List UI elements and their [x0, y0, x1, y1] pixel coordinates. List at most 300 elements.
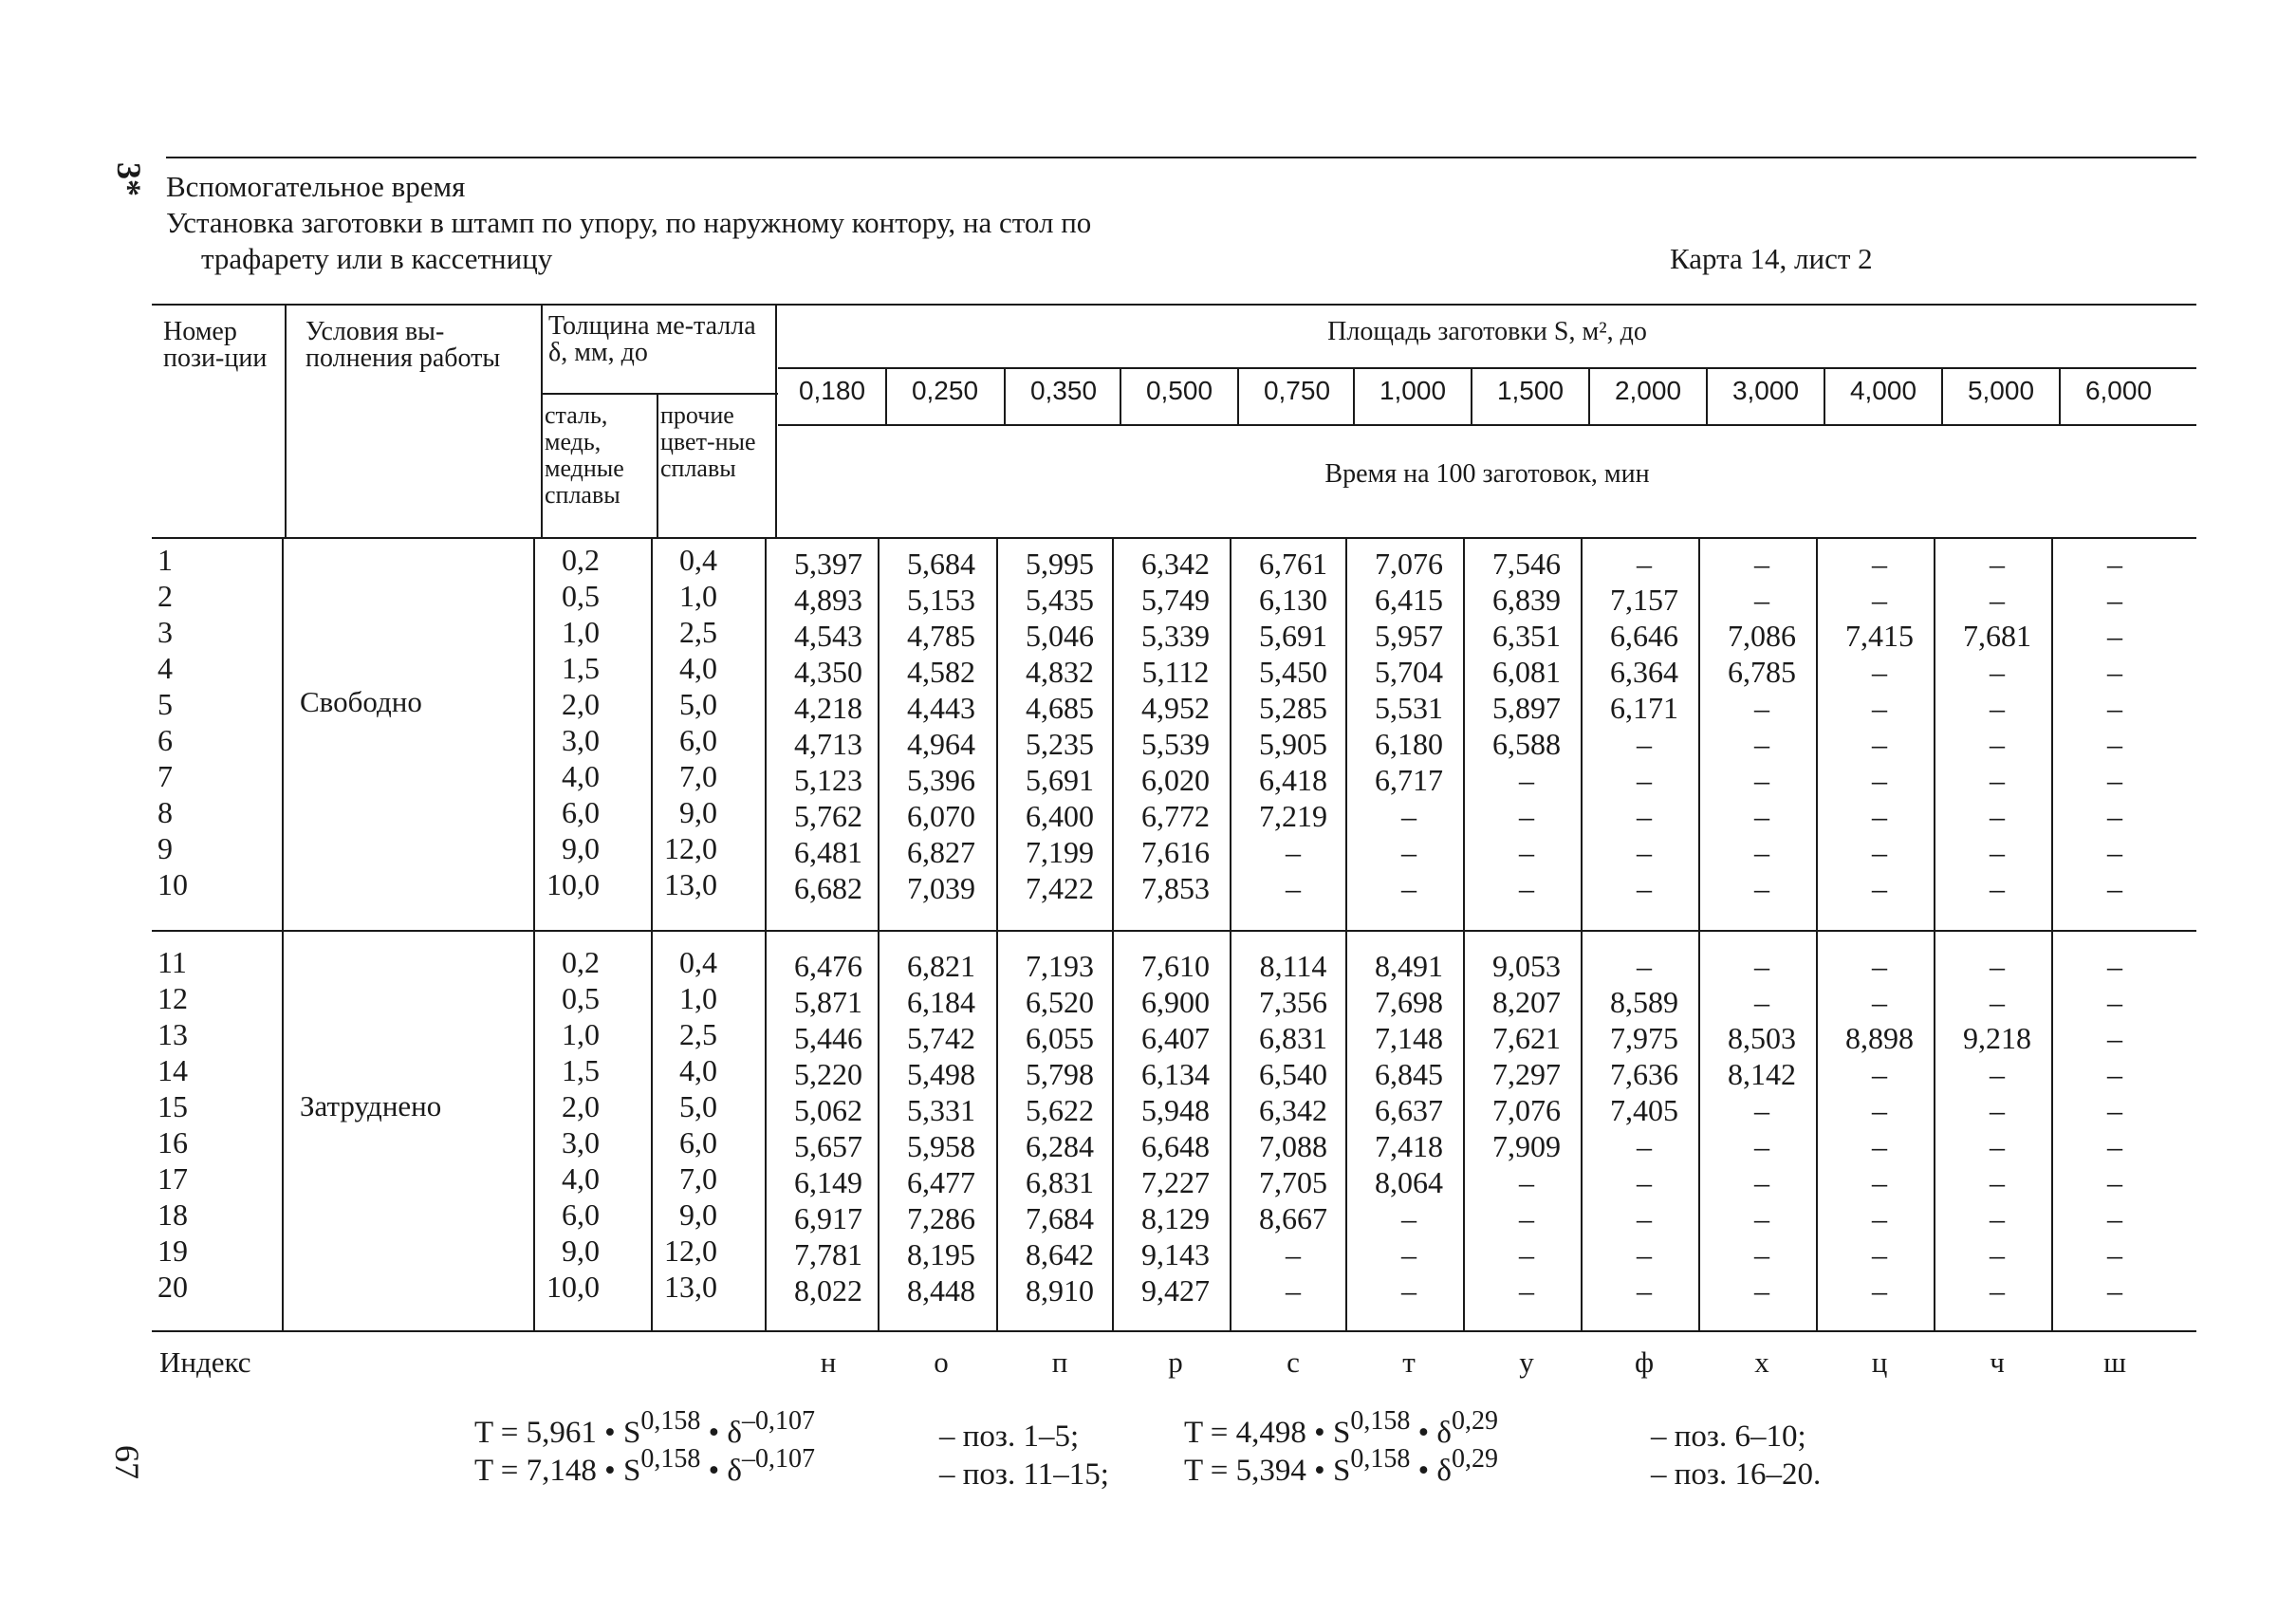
position-number: 13	[157, 1017, 188, 1051]
position-number: 14	[157, 1053, 188, 1087]
time-value: 6,055	[1026, 1021, 1094, 1055]
time-value: 5,958	[907, 1129, 975, 1163]
time-value: 5,762	[794, 799, 862, 833]
time-value: –	[1286, 1237, 1301, 1271]
table-bottom-rule	[152, 1330, 2196, 1332]
index-letter: ц	[1871, 1345, 1888, 1379]
position-number: 5	[157, 687, 173, 721]
hdr-vline-3	[657, 393, 658, 537]
thickness-steel: 4,0	[562, 1161, 600, 1196]
time-value: 6,717	[1375, 763, 1443, 797]
time-value: –	[1754, 547, 1769, 581]
top-rule	[166, 157, 2196, 158]
header-pos: Номер пози-ции	[163, 317, 268, 373]
side-mark: 3*	[110, 162, 148, 196]
time-value: 4,350	[794, 655, 862, 689]
time-value: –	[1286, 835, 1301, 869]
time-value: 8,129	[1141, 1201, 1210, 1235]
time-value: 9,427	[1141, 1273, 1210, 1308]
area-value: 2,000	[1614, 376, 1682, 405]
time-value: 7,909	[1492, 1129, 1561, 1163]
time-value: –	[1990, 1057, 2005, 1091]
time-value: 8,195	[907, 1237, 975, 1271]
thickness-other: 13,0	[664, 867, 717, 901]
time-value: –	[1990, 763, 2005, 797]
time-value: –	[1872, 985, 1887, 1019]
time-value: 8,448	[907, 1273, 975, 1308]
time-value: 7,610	[1141, 949, 1210, 983]
body-vline-other	[651, 537, 653, 1330]
position-number: 19	[157, 1234, 188, 1268]
time-value: –	[2107, 1057, 2122, 1091]
time-value: 6,821	[907, 949, 975, 983]
time-value: 5,871	[794, 985, 862, 1019]
time-value: –	[1990, 1273, 2005, 1308]
time-value: 6,588	[1492, 727, 1561, 761]
time-value: 6,520	[1026, 985, 1094, 1019]
time-value: –	[1754, 799, 1769, 833]
time-value: –	[1754, 691, 1769, 725]
time-value: 5,498	[907, 1057, 975, 1091]
header-other: прочие цвет-ные сплавы	[660, 401, 756, 482]
time-value: –	[1754, 949, 1769, 983]
time-value: –	[2107, 619, 2122, 653]
time-value: 7,616	[1141, 835, 1210, 869]
time-value: –	[1872, 763, 1887, 797]
index-letter: р	[1168, 1345, 1183, 1379]
formula-4-e2: 0,29	[1451, 1444, 1498, 1474]
time-value: –	[1401, 799, 1416, 833]
thickness-other: 13,0	[664, 1270, 717, 1304]
time-value: 7,076	[1492, 1093, 1561, 1127]
time-value: 6,364	[1610, 655, 1678, 689]
thickness-steel: 0,5	[562, 981, 600, 1015]
time-value: 4,582	[907, 655, 975, 689]
index-letter: ш	[2103, 1345, 2126, 1379]
area-separator	[1941, 367, 1943, 424]
time-value: –	[1754, 763, 1769, 797]
time-value: 7,297	[1492, 1057, 1561, 1091]
formula-4	[1184, 1444, 1498, 1489]
time-value: –	[1872, 583, 1887, 617]
area-separator	[2059, 367, 2061, 424]
time-value: –	[1872, 1057, 1887, 1091]
time-value: 7,705	[1259, 1165, 1327, 1199]
time-value: 7,356	[1259, 985, 1327, 1019]
area-separator	[1237, 367, 1239, 424]
time-value: 7,286	[907, 1201, 975, 1235]
time-value: –	[1519, 1201, 1534, 1235]
thickness-other: 2,5	[679, 1017, 717, 1051]
time-value: –	[1401, 871, 1416, 905]
condition-free: Свободно	[300, 685, 422, 718]
time-value: 6,540	[1259, 1057, 1327, 1091]
time-value: 6,845	[1375, 1057, 1443, 1091]
time-value: –	[1519, 763, 1534, 797]
time-value: –	[1401, 1201, 1416, 1235]
time-value: 9,218	[1963, 1021, 2031, 1055]
time-value: –	[2107, 691, 2122, 725]
time-value: 6,839	[1492, 583, 1561, 617]
time-value: 5,397	[794, 547, 862, 581]
time-value: –	[2107, 727, 2122, 761]
area-value: 6,000	[2084, 376, 2153, 405]
time-value: –	[2107, 1273, 2122, 1308]
thickness-steel: 9,0	[562, 1234, 600, 1268]
area-value: 0,180	[798, 376, 866, 405]
index-letter: х	[1754, 1345, 1769, 1379]
time-value: –	[1990, 583, 2005, 617]
time-value: –	[1990, 547, 2005, 581]
area-value: 1,000	[1379, 376, 1447, 405]
time-value: –	[2107, 1093, 2122, 1127]
position-number: 12	[157, 981, 188, 1015]
index-letter: т	[1402, 1345, 1416, 1379]
time-value: –	[1872, 727, 1887, 761]
formula-3-pos: – поз. 6–10;	[1651, 1419, 1806, 1454]
page-number: 67	[108, 1445, 146, 1479]
time-value: –	[1872, 835, 1887, 869]
time-value: 8,207	[1492, 985, 1561, 1019]
time-value: 5,396	[907, 763, 975, 797]
area-separator	[1120, 367, 1121, 424]
time-value: 5,622	[1026, 1093, 1094, 1127]
time-value: 4,785	[907, 619, 975, 653]
thickness-steel: 10,0	[546, 1270, 600, 1304]
thickness-steel: 10,0	[546, 867, 600, 901]
index-letter: ч	[1990, 1345, 2005, 1379]
time-value: –	[1637, 835, 1652, 869]
time-value: –	[1990, 1093, 2005, 1127]
time-value: –	[1637, 871, 1652, 905]
time-value: –	[1872, 1165, 1887, 1199]
header-top-rule	[152, 304, 2196, 306]
time-value: –	[1637, 799, 1652, 833]
body-vline-data	[765, 537, 767, 1330]
time-value: –	[1754, 1237, 1769, 1271]
time-value: 5,235	[1026, 727, 1094, 761]
formula-2-e1: 0,158	[640, 1444, 701, 1474]
time-value: –	[1872, 871, 1887, 905]
time-value: 5,657	[794, 1129, 862, 1163]
time-value: –	[1637, 547, 1652, 581]
time-value: 6,481	[794, 835, 862, 869]
time-value: 6,827	[907, 835, 975, 869]
time-value: –	[1637, 1237, 1652, 1271]
area-row-bottom	[778, 424, 2196, 426]
time-value: 6,130	[1259, 583, 1327, 617]
time-value: –	[1754, 1093, 1769, 1127]
time-value: 8,589	[1610, 985, 1678, 1019]
subtitle-line1: Установка заготовки в штамп по упору, по наружному контору, на стол по	[166, 206, 1092, 239]
area-separator	[1471, 367, 1472, 424]
time-value: 4,832	[1026, 655, 1094, 689]
position-number: 8	[157, 795, 173, 829]
position-number: 10	[157, 867, 188, 901]
time-value: 7,415	[1845, 619, 1914, 653]
time-value: –	[1754, 985, 1769, 1019]
time-value: 8,114	[1259, 949, 1327, 983]
time-value: –	[1872, 1093, 1887, 1127]
area-separator	[1706, 367, 1708, 424]
time-value: –	[1519, 1273, 1534, 1308]
position-number: 7	[157, 759, 173, 793]
time-value: 7,219	[1259, 799, 1327, 833]
time-value: 5,798	[1026, 1057, 1094, 1091]
area-value: 4,000	[1849, 376, 1917, 405]
time-value: –	[1519, 1165, 1534, 1199]
time-value: 6,637	[1375, 1093, 1443, 1127]
time-value: –	[1990, 949, 2005, 983]
formula-1-t: T = 5,961 • S	[474, 1416, 641, 1450]
time-value: 7,636	[1610, 1057, 1678, 1091]
time-value: 5,948	[1141, 1093, 1210, 1127]
page-title: Вспомогательное время	[166, 170, 466, 203]
area-separator	[1588, 367, 1590, 424]
time-value: 5,749	[1141, 583, 1210, 617]
time-value: –	[1990, 1237, 2005, 1271]
time-value: –	[1754, 1129, 1769, 1163]
position-number: 9	[157, 831, 173, 865]
time-value: 6,020	[1141, 763, 1210, 797]
area-separator	[1353, 367, 1355, 424]
time-value: –	[2107, 949, 2122, 983]
time-value: 6,831	[1259, 1021, 1327, 1055]
formula-3-t: T = 4,498 • S	[1184, 1416, 1351, 1450]
time-value: 7,781	[794, 1237, 862, 1271]
hdr-vline-2	[541, 304, 543, 537]
time-value: –	[1990, 1129, 2005, 1163]
time-value: 7,039	[907, 871, 975, 905]
time-value: 5,446	[794, 1021, 862, 1055]
time-value: 7,975	[1610, 1021, 1678, 1055]
position-number: 18	[157, 1197, 188, 1232]
formula-3-m: • δ	[1410, 1416, 1452, 1450]
body-vline-steel	[533, 537, 535, 1330]
time-value: 7,227	[1141, 1165, 1210, 1199]
time-value: –	[1637, 1273, 1652, 1308]
formula-1-e1: 0,158	[640, 1406, 701, 1436]
time-value: –	[1990, 1201, 2005, 1235]
time-value: 4,952	[1141, 691, 1210, 725]
time-value: 7,086	[1728, 619, 1796, 653]
time-value: 5,339	[1141, 619, 1210, 653]
time-value: 6,149	[794, 1165, 862, 1199]
time-value: –	[1637, 727, 1652, 761]
position-number: 20	[157, 1270, 188, 1304]
thickness-other: 4,0	[679, 651, 717, 685]
time-value: 6,682	[794, 871, 862, 905]
time-value: –	[2107, 1129, 2122, 1163]
time-value: 5,435	[1026, 583, 1094, 617]
time-value: 5,220	[794, 1057, 862, 1091]
time-value: 5,285	[1259, 691, 1327, 725]
time-value: –	[1872, 547, 1887, 581]
thickness-other: 7,0	[679, 1161, 717, 1196]
area-separator	[1824, 367, 1825, 424]
thickness-steel: 1,5	[562, 1053, 600, 1087]
index-letter: п	[1051, 1345, 1068, 1379]
area-value: 0,350	[1029, 376, 1098, 405]
time-value: 6,342	[1259, 1093, 1327, 1127]
header-cond: Условия вы-полнения работы	[306, 317, 501, 373]
position-number: 6	[157, 723, 173, 757]
time-value: 8,142	[1728, 1057, 1796, 1091]
time-value: 6,134	[1141, 1057, 1210, 1091]
time-value: 6,646	[1610, 619, 1678, 653]
time-value: 6,400	[1026, 799, 1094, 833]
time-value: 7,148	[1375, 1021, 1443, 1055]
time-value: –	[1990, 691, 2005, 725]
position-number: 4	[157, 651, 173, 685]
time-value: –	[1872, 1273, 1887, 1308]
formula-2-e2: –0,107	[741, 1444, 815, 1474]
thickness-other: 7,0	[679, 759, 717, 793]
time-value: 6,648	[1141, 1129, 1210, 1163]
area-row-top	[778, 367, 2196, 369]
position-number: 17	[157, 1161, 188, 1196]
thickness-other: 12,0	[664, 831, 717, 865]
thickness-steel: 4,0	[562, 759, 600, 793]
thickness-steel: 9,0	[562, 831, 600, 865]
time-value: 7,681	[1963, 619, 2031, 653]
time-value: 7,546	[1492, 547, 1561, 581]
time-value: 7,193	[1026, 949, 1094, 983]
time-value: –	[1637, 949, 1652, 983]
time-value: 7,684	[1026, 1201, 1094, 1235]
time-value: 7,621	[1492, 1021, 1561, 1055]
time-value: 6,407	[1141, 1021, 1210, 1055]
time-value: –	[2107, 985, 2122, 1019]
time-value: 6,351	[1492, 619, 1561, 653]
thickness-other: 6,0	[679, 1125, 717, 1159]
time-value: 6,171	[1610, 691, 1678, 725]
time-value: –	[1519, 835, 1534, 869]
thick-sub-rule	[541, 393, 778, 395]
time-value: –	[1401, 835, 1416, 869]
time-value: 5,905	[1259, 727, 1327, 761]
position-number: 3	[157, 615, 173, 649]
header-steel: сталь, медь, медные сплавы	[545, 401, 624, 509]
index-letter: ф	[1634, 1345, 1655, 1379]
time-value: –	[1990, 985, 2005, 1019]
time-value: –	[1872, 1129, 1887, 1163]
thickness-other: 2,5	[679, 615, 717, 649]
thickness-steel: 3,0	[562, 723, 600, 757]
time-value: 5,450	[1259, 655, 1327, 689]
time-value: –	[1990, 799, 2005, 833]
time-value: 6,081	[1492, 655, 1561, 689]
time-value: 5,112	[1141, 655, 1210, 689]
time-value: 6,831	[1026, 1165, 1094, 1199]
header-area: Площадь заготовки S, м², до	[1327, 317, 1647, 346]
time-value: 5,897	[1492, 691, 1561, 725]
time-value: 6,917	[794, 1201, 862, 1235]
thickness-other: 1,0	[679, 579, 717, 613]
thickness-steel: 1,0	[562, 1017, 600, 1051]
header-thick: Толщина ме-талла δ, мм, до	[548, 311, 756, 367]
area-value: 5,000	[1967, 376, 2035, 405]
time-value: 8,491	[1375, 949, 1443, 983]
thickness-other: 4,0	[679, 1053, 717, 1087]
time-value: 6,477	[907, 1165, 975, 1199]
time-value: 6,184	[907, 985, 975, 1019]
formula-2	[474, 1444, 815, 1489]
time-value: 5,539	[1141, 727, 1210, 761]
index-letter: н	[820, 1345, 837, 1379]
thickness-steel: 1,5	[562, 651, 600, 685]
thickness-steel: 0,2	[562, 543, 600, 577]
position-number: 15	[157, 1089, 188, 1123]
thickness-other: 0,4	[679, 945, 717, 979]
time-value: –	[1990, 655, 2005, 689]
time-value: –	[1754, 871, 1769, 905]
time-value: 5,046	[1026, 619, 1094, 653]
time-value: –	[2107, 547, 2122, 581]
time-value: –	[2107, 655, 2122, 689]
formula-1-m: • δ	[700, 1416, 742, 1450]
formula-1-pos: – поз. 1–5;	[939, 1419, 1080, 1454]
formula-2-pos: – поз. 11–15;	[939, 1457, 1109, 1492]
area-separator	[885, 367, 887, 424]
time-value: 6,180	[1375, 727, 1443, 761]
time-value: –	[2107, 835, 2122, 869]
time-value: 5,704	[1375, 655, 1443, 689]
condition-hard: Затруднено	[300, 1089, 442, 1122]
thickness-steel: 0,5	[562, 579, 600, 613]
thickness-other: 5,0	[679, 687, 717, 721]
card-label: Карта 14, лист 2	[1670, 242, 1873, 275]
index-label: Индекс	[159, 1345, 251, 1379]
body-vline-cond	[282, 537, 284, 1330]
time-value: 8,642	[1026, 1237, 1094, 1271]
time-value: 5,062	[794, 1093, 862, 1127]
formula-1-e2: –0,107	[741, 1406, 815, 1436]
time-value: 7,157	[1610, 583, 1678, 617]
time-value: 5,684	[907, 547, 975, 581]
formula-4-pos: – поз. 16–20.	[1651, 1457, 1822, 1492]
time-value: 7,088	[1259, 1129, 1327, 1163]
time-value: 6,785	[1728, 655, 1796, 689]
header-time: Время на 100 заготовок, мин	[1324, 459, 1650, 489]
thickness-steel: 1,0	[562, 615, 600, 649]
time-value: 4,713	[794, 727, 862, 761]
time-value: –	[1872, 1237, 1887, 1271]
area-value: 0,500	[1145, 376, 1213, 405]
time-value: –	[2107, 799, 2122, 833]
time-value: –	[1401, 1237, 1416, 1271]
index-letter: с	[1287, 1345, 1300, 1379]
time-value: –	[1754, 1165, 1769, 1199]
time-value: 4,893	[794, 583, 862, 617]
formula-4-t: T = 5,394 • S	[1184, 1454, 1351, 1488]
thickness-steel: 2,0	[562, 687, 600, 721]
time-value: –	[1754, 835, 1769, 869]
time-value: –	[1286, 871, 1301, 905]
time-value: –	[1754, 727, 1769, 761]
time-value: 6,476	[794, 949, 862, 983]
time-value: –	[2107, 763, 2122, 797]
time-value: 8,022	[794, 1273, 862, 1308]
time-value: 8,898	[1845, 1021, 1914, 1055]
time-value: –	[2107, 1201, 2122, 1235]
time-value: 5,531	[1375, 691, 1443, 725]
index-letter: у	[1519, 1345, 1534, 1379]
time-value: 8,064	[1375, 1165, 1443, 1199]
time-value: –	[1990, 727, 2005, 761]
time-value: –	[2107, 871, 2122, 905]
time-value: 4,964	[907, 727, 975, 761]
